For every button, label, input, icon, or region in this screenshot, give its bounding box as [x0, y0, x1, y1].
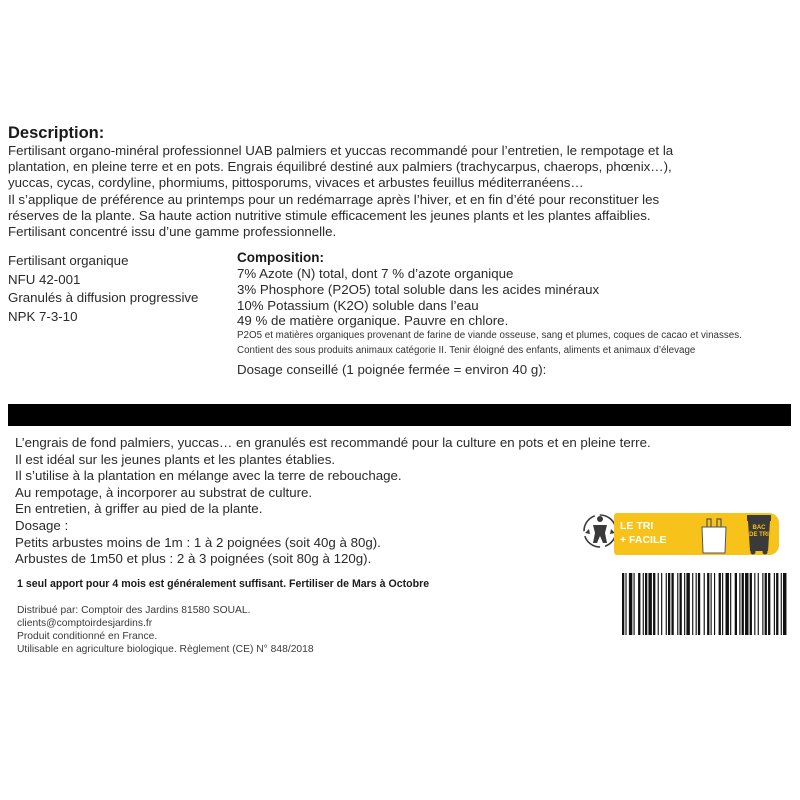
composition-line: 3% Phosphore (P2O5) total soluble dans les acides minéraux: [237, 281, 600, 297]
recycling-bin-label: BAC DE TRI: [749, 525, 769, 538]
product-info-line: Fertilisant organique: [8, 253, 129, 268]
usage-line: Au rempotage, à incorporer au substrat de culture.: [15, 484, 313, 500]
composition-line: 10% Potassium (K2O) soluble dans l’eau: [237, 297, 479, 313]
recycling-label: [620, 519, 666, 547]
product-info: [8, 252, 228, 326]
description-line: Il s’applique de préférence au printemps pour un redémarrage après l’hiver, et en fin d’été pour reconstituer les: [8, 191, 660, 207]
product-info-line: NFU 42-001: [8, 271, 81, 287]
description-line: réserves de la plante. Sa haute action nutritive stimule efficacement les jeunes plants et les plantes affaiblies.: [8, 207, 651, 223]
distributor-section: [17, 605, 314, 657]
distributor-line: Produit conditionné en France.: [17, 630, 158, 642]
product-info-line: Granulés à diffusion progressive: [8, 290, 199, 305]
description-line: Fertilisant organo-minéral professionnel UAB palmiers et yuccas recommandé pour l’entretien, le rempotage et la: [8, 143, 674, 158]
recycling-label-line2: + FACILE: [620, 534, 667, 546]
composition-title: Composition:: [237, 250, 324, 265]
product-info-line: NPK 7-3-10: [8, 308, 78, 324]
composition-origin-note: P2O5 et matières organiques provenant de farine de viande osseuse, sang et plumes, coques de cacao et vinasses.: [237, 330, 742, 342]
description-line: Fertilisant concentré issu d’une gamme professionnelle.: [8, 224, 337, 240]
description-title: Description:: [8, 124, 105, 142]
usage-line: En entretien, à griffer au pied de la plante.: [15, 501, 263, 517]
recycling-panel: [614, 513, 779, 555]
usage-dosage-heading: Dosage :: [15, 517, 69, 533]
usage-line: Il est idéal sur les jeunes plants et les plantes établies.: [15, 451, 336, 467]
description-line: yuccas, cycas, cordyline, phormiums, pittosporums, vivaces et arbustes feuillus méditerranéens…: [8, 175, 584, 191]
dosage-advice: Dosage conseillé (1 poignée fermée = environ 40 g):: [237, 362, 547, 378]
usage-line: L’engrais de fond palmiers, yuccas… en granulés est recommandé pour la culture en pots et en pleine terre.: [15, 435, 651, 450]
usage-line: Il s’utilise à la plantation en mélange avec la terre de rebouchage.: [15, 468, 402, 484]
distributor-line: Distribué par: Comptoir des Jardins 81580 SOUAL.: [17, 605, 251, 616]
black-band-divider: [8, 404, 791, 426]
composition-line: 49 % de matière organique. Pauvre en chlore.: [237, 313, 509, 329]
description-line: plantation, en pleine terre et en pots. Engrais équilibré destiné aux palmiers (trachycarpus, chaerops, phœnix…),: [8, 159, 672, 175]
usage-line: Petits arbustes moins de 1m : 1 à 2 poignées (soit 40g à 80g).: [15, 534, 381, 550]
barcode-icon: [620, 573, 790, 635]
composition-line: 7% Azote (N) total, dont 7 % d’azote organique: [237, 266, 514, 281]
description-section: [8, 124, 794, 240]
recycling-logo: [581, 505, 779, 557]
composition-section: [237, 250, 797, 378]
application-note: 1 seul apport pour 4 mois est généralement suffisant. Fertiliser de Mars à Octobre: [17, 578, 430, 590]
distributor-line: Utilisable en agriculture biologique. Règlement (CE) N° 848/2018: [17, 643, 314, 655]
usage-line: Arbustes de 1m50 et plus : 2 à 3 poignées (soit 80g à 120g).: [15, 551, 372, 567]
distributor-email: clients@comptoirdesjardins.fr: [17, 617, 153, 629]
composition-warning-note: Contient des sous produits animaux catégorie II. Tenir éloigné des enfants, aliments et animaux d’élevage: [237, 344, 696, 356]
recycling-label-line1: LE TRI: [620, 520, 654, 532]
plastic-bag-icon: [698, 513, 730, 557]
